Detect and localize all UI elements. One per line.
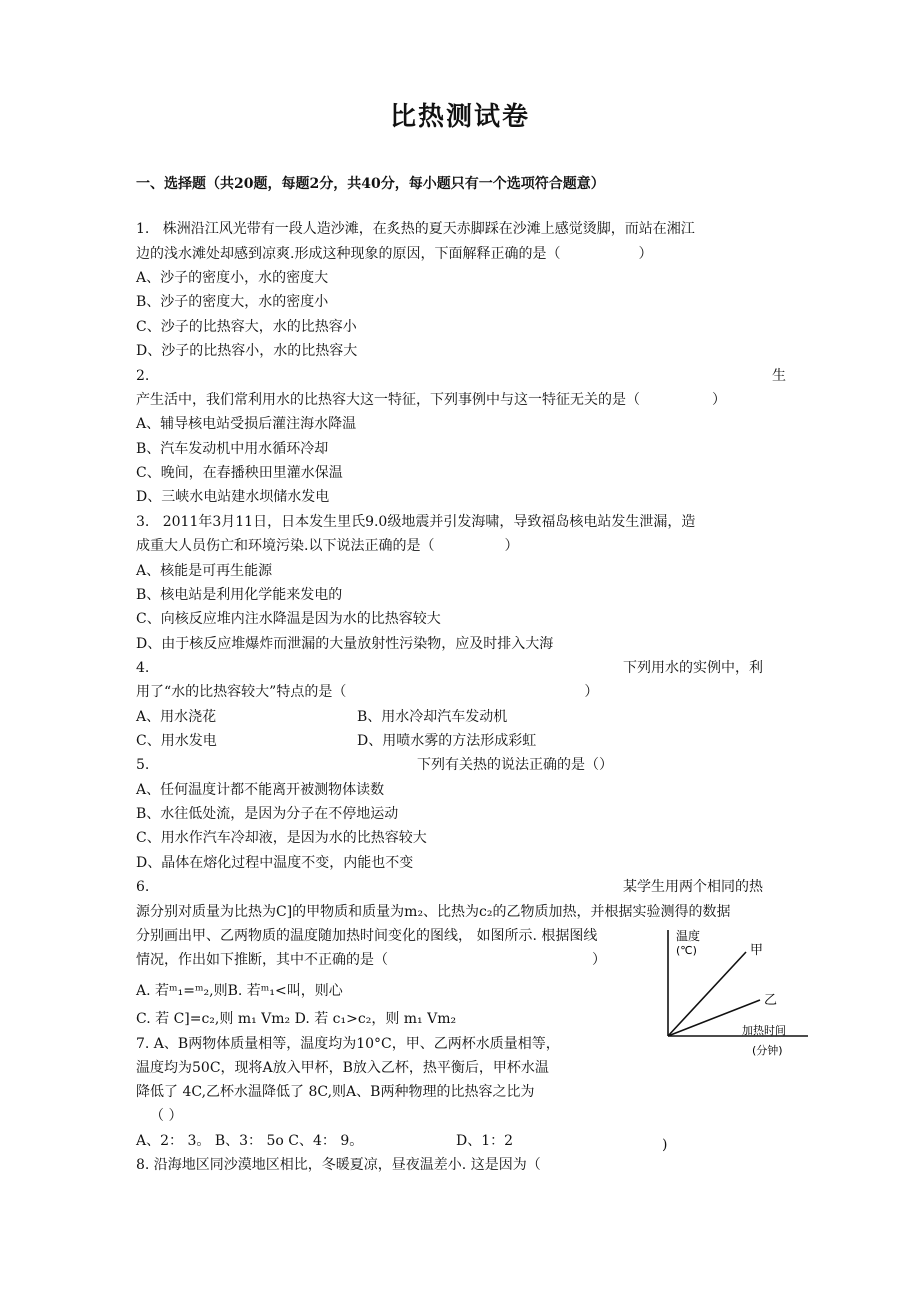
question-1-option-b: B、沙子的密度大，水的密度小	[136, 294, 329, 310]
question-2-option-d: D、三峡水电站建水坝储水发电	[136, 489, 330, 505]
question-3-line-2: 成重大人员伤亡和环境污染.以下说法正确的是（ ）	[136, 538, 519, 554]
question-2-line-1-tail: 生	[772, 368, 786, 384]
question-3-option-c: C、向核反应堆内注水降温是因为水的比热容较大	[136, 611, 441, 627]
question-2-line-2: 产生活中，我们常利用水的比热容大这一特征，下列事例中与这一特征无关的是（ ）	[136, 392, 726, 408]
question-4-line-2: 用了“水的比热容较大”特点的是（ ）	[136, 684, 599, 700]
question-7-line-3: 降低了 4C,乙杯水温降低了 8C,则A、B两种物理的比热容之比为	[136, 1084, 535, 1100]
graph-y-label: 温度	[676, 929, 701, 943]
question-1-line-1: 1. 株洲沿江风光带有一段人造沙滩，在炙热的夏天赤脚踩在沙滩上感觉烫脚，而站在湘江	[136, 221, 695, 237]
graph-y-unit: (℃)	[676, 944, 697, 957]
question-2-option-c: C、晚间，在春播秧田里灌水保温	[136, 465, 343, 481]
question-1-option-c: C、沙子的比热容大，水的比热容小	[136, 319, 357, 335]
question-2-option-b: B、汽车发动机中用水循环冷却	[136, 441, 329, 457]
question-6-line-1-tail: 某学生用两个相同的热	[623, 879, 763, 895]
stray-paren: )	[662, 1137, 668, 1153]
question-3-option-a: A、核能是可再生能源	[136, 563, 273, 579]
question-4-number: 4.	[136, 660, 150, 676]
question-4-option-b: B、用水冷却汽车发动机	[357, 709, 508, 725]
question-5-line-1-tail: 下列有关热的说法正确的是（）	[417, 757, 613, 773]
question-6-line-3: 分别画出甲、乙两物质的温度随加热时间变化的图线， 如图所示. 根据图线	[136, 928, 598, 944]
temperature-time-graph	[660, 924, 810, 1064]
graph-line-jia	[668, 952, 746, 1036]
question-7-line-2: 温度均为50C，现将A放入甲杯，B放入乙杯，热平衡后，甲杯水温	[136, 1060, 549, 1076]
question-5-option-d: D、晶体在熔化过程中温度不变，内能也不变	[136, 855, 414, 871]
question-8-line-1: 8. 沿海地区同沙漠地区相比，冬暖夏凉，昼夜温差小. 这是因为（	[136, 1157, 541, 1173]
question-7-options-abc: A、2： 3。 B、3： 5o C、4： 9。	[136, 1133, 364, 1149]
question-5-option-b: B、水往低处流，是因为分子在不停地运动	[136, 806, 399, 822]
graph-x-unit: (分钟)	[752, 1044, 783, 1057]
graph-x-label: 加热时间	[742, 1024, 786, 1037]
question-4-option-a: A、用水浇花	[136, 709, 217, 725]
graph-line-yi-label: 乙	[764, 993, 778, 1008]
question-2-number: 2.	[136, 368, 150, 384]
question-4-line-1-tail: 下列用水的实例中，利	[623, 660, 763, 676]
question-7-answer-paren: （ ）	[150, 1108, 183, 1124]
question-6-options-ab: A. 若ᵐ₁=ᵐ₂,则B. 若ᵐ₁<叫，则心	[136, 983, 343, 999]
question-3-option-b: B、核电站是利用化学能来发电的	[136, 587, 343, 603]
question-1-option-d: D、沙子的比热容小，水的比热容大	[136, 343, 358, 359]
question-3-line-1: 3. 2011年3月11日，日本发生里氏9.0级地震并引发海啸，导致福岛核电站发生泄漏，造	[136, 514, 696, 530]
question-1-option-a: A、沙子的密度小，水的密度大	[136, 270, 329, 286]
page-title: 比热测试卷	[389, 102, 530, 132]
question-5-number: 5.	[136, 757, 150, 773]
question-6-number: 6.	[136, 879, 150, 895]
question-5-option-c: C、用水作汽车冷却液，是因为水的比热容较大	[136, 830, 427, 846]
question-1-line-2: 边的浅水滩处却感到凉爽.形成这种现象的原因，下面解释正确的是（ ）	[136, 246, 653, 262]
question-6-line-2: 源分别对质量为比热为C]的甲物质和质量为m₂、比热为c₂的乙物质加热，并根据实验测得的数据	[136, 904, 731, 920]
question-6-line-4: 情况，作出如下推断，其中不正确的是（ ）	[136, 952, 606, 968]
question-7-line-1: 7. A、B两物体质量相等，温度均为10°C，甲、乙两杯水质量相等，	[136, 1036, 560, 1052]
question-7-option-d: D、1：2	[456, 1133, 514, 1149]
question-6-options-cd: C. 若 C]=c₂,则 m₁ Vm₂ D. 若 c₁>c₂，则 m₁ Vm₂	[136, 1011, 457, 1027]
question-3-option-d: D、由于核反应堆爆炸而泄漏的大量放射性污染物，应及时排入大海	[136, 636, 554, 652]
question-5-option-a: A、任何温度计都不能离开被测物体读数	[136, 782, 385, 798]
section-heading: 一、选择题（共20题，每题2分，共40分，每小题只有一个选项符合题意）	[136, 176, 605, 192]
question-4-option-c: C、用水发电	[136, 733, 217, 749]
question-2-option-a: A、辅导核电站受损后灌注海水降温	[136, 416, 357, 432]
question-4-option-d: D、用喷水雾的方法形成彩虹	[357, 733, 537, 749]
graph-line-jia-label: 甲	[750, 943, 764, 958]
